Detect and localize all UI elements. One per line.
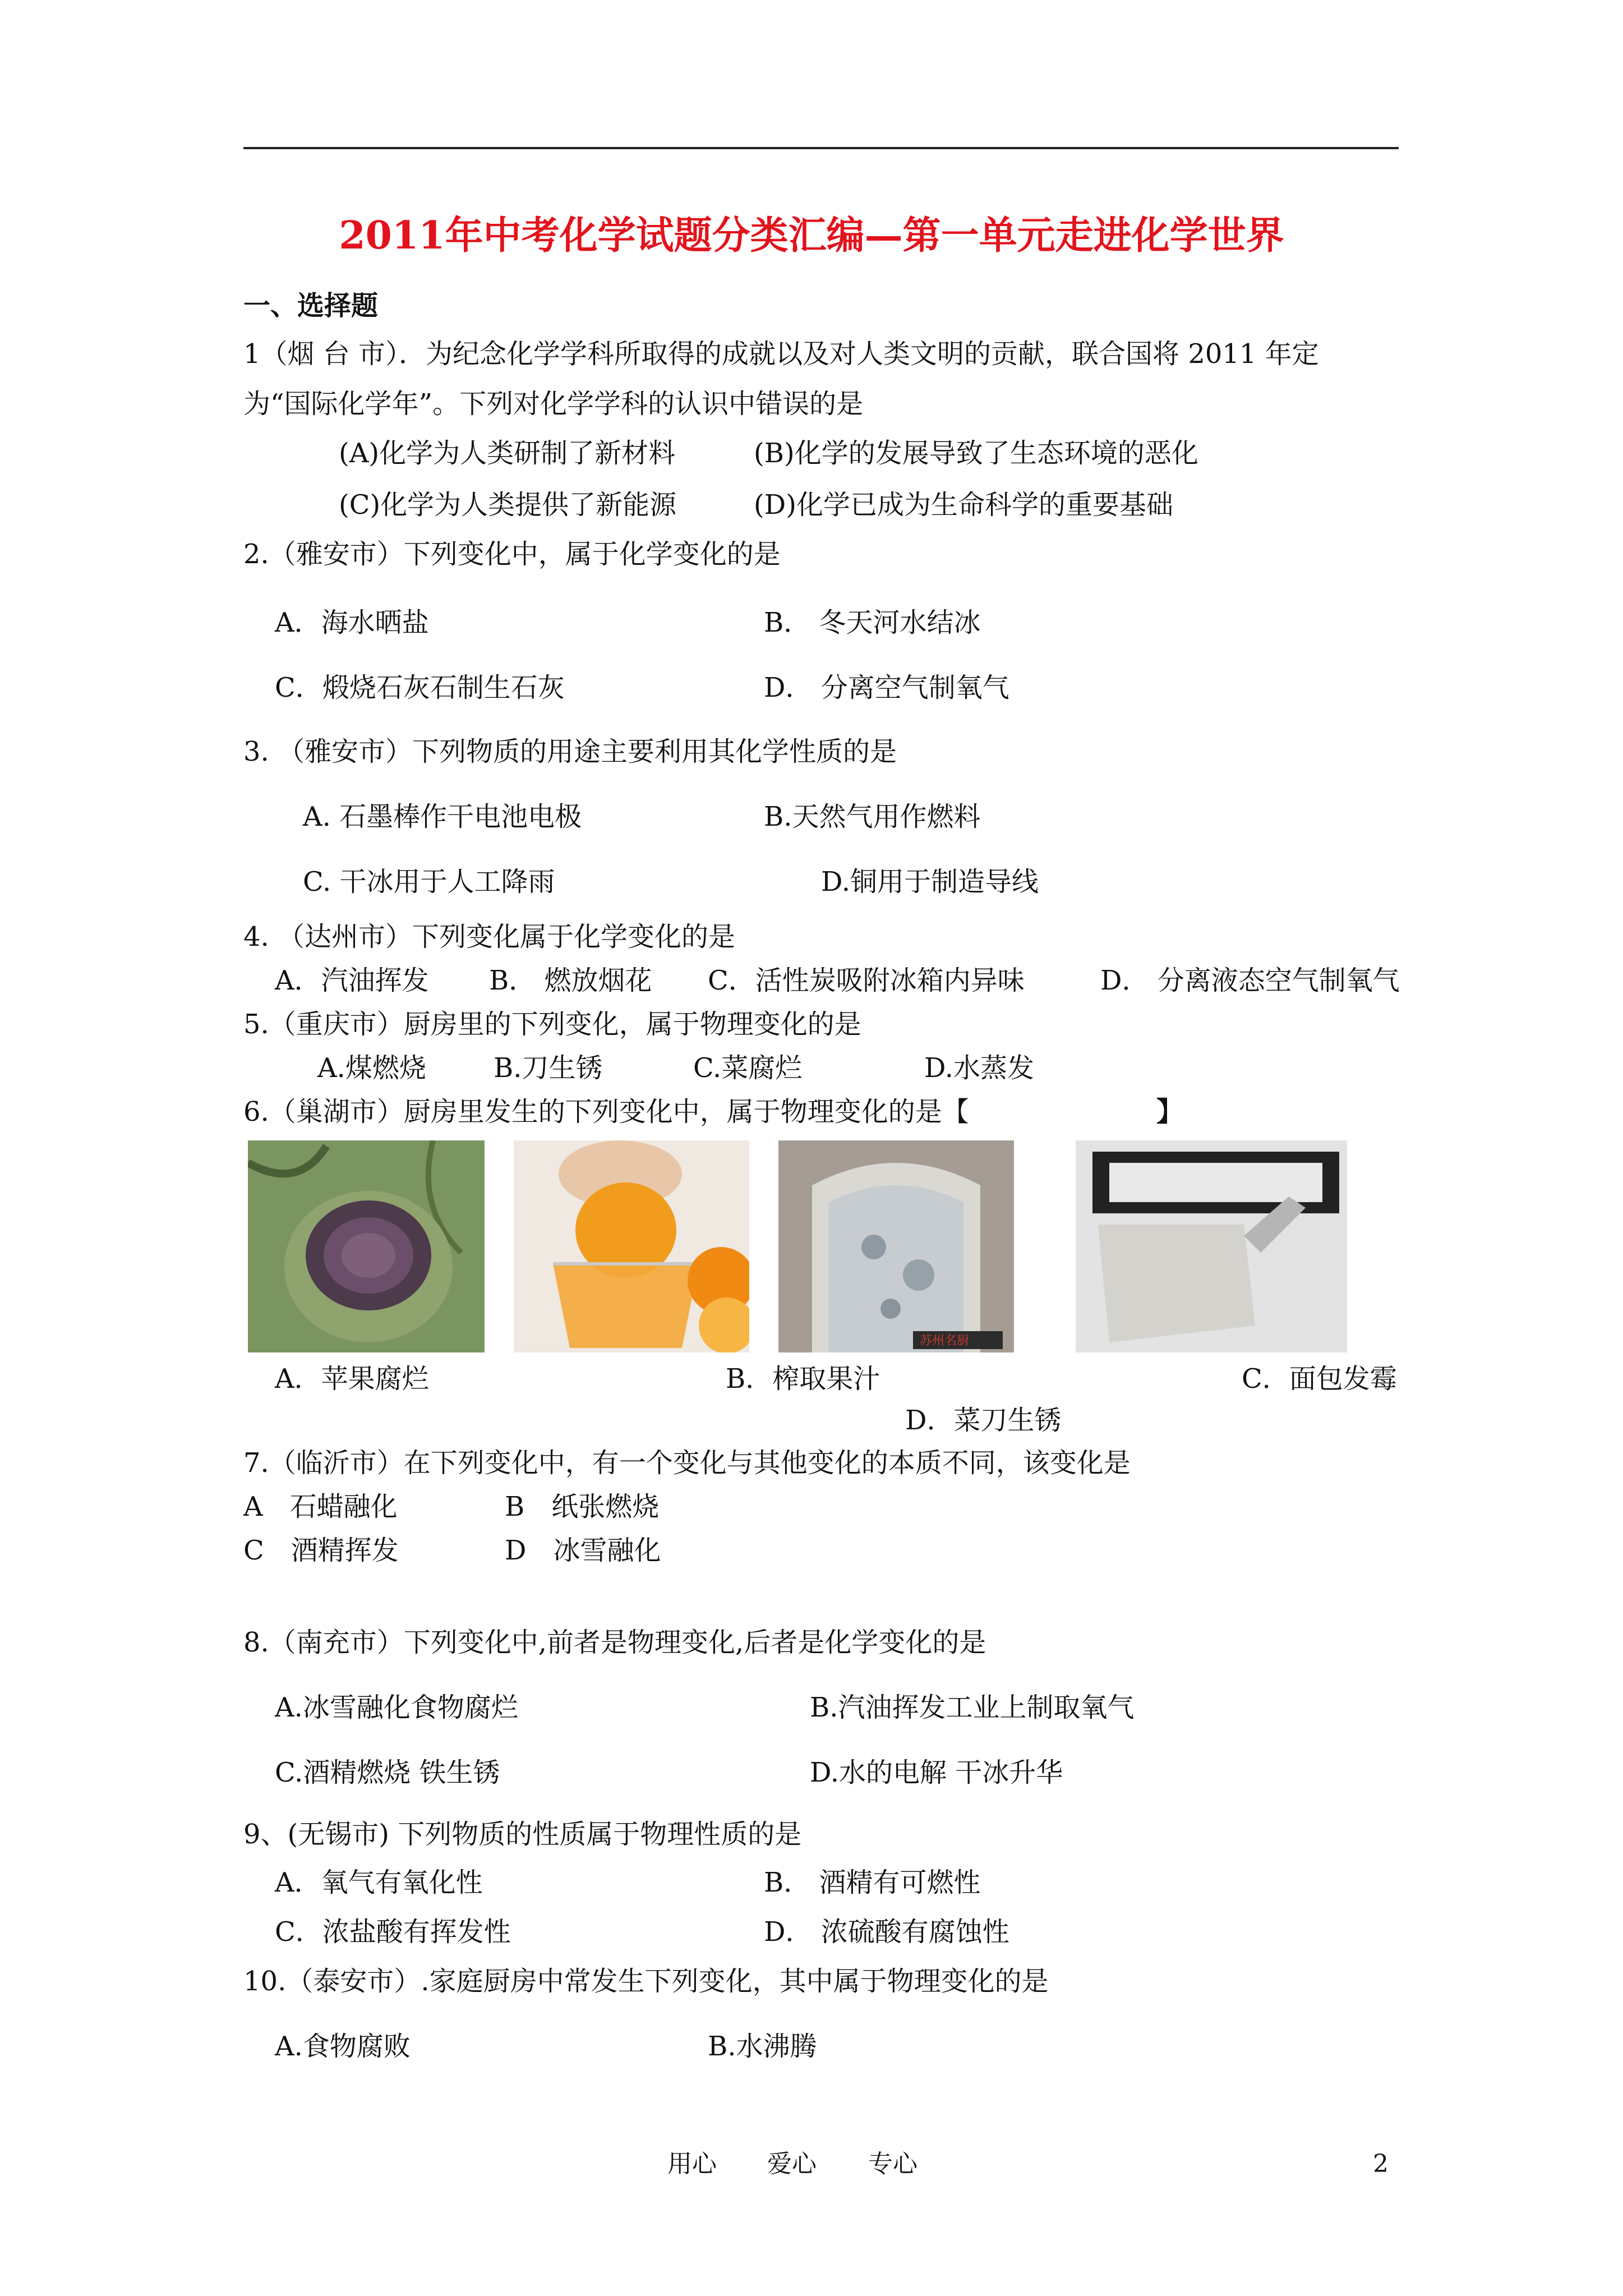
q3-option-c: C. 干冰用于人工降雨 bbox=[303, 866, 555, 898]
q3-option-d: D.铜用于制造导线 bbox=[821, 866, 1039, 898]
q1-line1: 1（烟 台 市）．为纪念化学学科所取得的成就以及对人类文明的贡献，联合国将 2011 年定 bbox=[243, 338, 1319, 370]
q7-option-a: A 石蜡融化 bbox=[243, 1491, 398, 1522]
q2-option-d: D． 分离空气制氧气 bbox=[764, 672, 1009, 703]
q2-option-c: C．煅烧石灰石制生石灰 bbox=[275, 672, 565, 703]
q5-stem: 5.（重庆市）厨房里的下列变化，属于物理变化的是 bbox=[243, 1009, 861, 1040]
header-rule bbox=[243, 147, 1399, 149]
rotten-apple-image bbox=[248, 1140, 485, 1352]
q6-option-c: C．面包发霉 bbox=[1242, 1363, 1397, 1395]
q2-stem: 2.（雅安市）下列变化中，属于化学变化的是 bbox=[243, 539, 781, 570]
moldy-bread-image bbox=[778, 1140, 1014, 1352]
q5-option-d: D.水蒸发 bbox=[924, 1052, 1035, 1084]
q7-option-c: C 酒精挥发 bbox=[243, 1535, 399, 1566]
q8-option-a: A.冰雪融化食物腐烂 bbox=[275, 1692, 518, 1723]
juicing-orange-image bbox=[514, 1140, 749, 1352]
q10-option-b: B.水沸腾 bbox=[708, 2031, 817, 2062]
q7-option-b: B 纸张燃烧 bbox=[505, 1491, 660, 1522]
q5-option-b: B.刀生锈 bbox=[494, 1052, 603, 1084]
q6-option-b: B．榨取果汁 bbox=[726, 1363, 880, 1395]
q10-option-a: A.食物腐败 bbox=[275, 2031, 411, 2062]
q2-option-b: B． 冬天河水结冰 bbox=[764, 607, 981, 638]
q2-option-a: A．海水晒盐 bbox=[275, 607, 429, 638]
q8-option-d: D.水的电解 干冰升华 bbox=[810, 1757, 1063, 1788]
q9-option-a: A．氧气有氧化性 bbox=[275, 1867, 483, 1898]
q4-stem: 4. （达州市）下列变化属于化学变化的是 bbox=[243, 921, 736, 953]
q10-stem: 10.（泰安市）.家庭厨房中常发生下列变化，其中属于物理变化的是 bbox=[243, 1966, 1049, 1997]
footer-motto-2: 爱心 bbox=[767, 2150, 817, 2178]
q9-option-c: C．浓盐酸有挥发性 bbox=[275, 1916, 511, 1948]
q3-stem: 3. （雅安市）下列物质的用途主要利用其化学性质的是 bbox=[243, 736, 897, 767]
q1-option-b: (B)化学的发展导致了生态环境的恶化 bbox=[754, 438, 1198, 469]
q6-option-d: D．菜刀生锈 bbox=[905, 1405, 1062, 1436]
q5-option-a: A.煤燃烧 bbox=[317, 1052, 426, 1084]
q4-option-b: B． 燃放烟花 bbox=[489, 965, 652, 996]
page-title: 2011年中考化学试题分类汇编—第一单元走进化学世界 bbox=[339, 213, 1284, 258]
page-number: 2 bbox=[1373, 2150, 1389, 2178]
q9-option-b: B． 酒精有可燃性 bbox=[764, 1867, 981, 1898]
q7-option-d: D 冰雪融化 bbox=[505, 1535, 661, 1566]
q9-stem: 9、(无锡市) 下列物质的性质属于物理性质的是 bbox=[243, 1819, 802, 1850]
q9-option-d: D． 浓硫酸有腐蚀性 bbox=[764, 1916, 1009, 1948]
q1-line2: 为“国际化学年”。下列对化学学科的认识中错误的是 bbox=[243, 388, 864, 420]
q6-bracket-close: 】 bbox=[1156, 1096, 1184, 1128]
q6-option-a: A．苹果腐烂 bbox=[275, 1363, 429, 1395]
q3-option-b: B.天然气用作燃料 bbox=[764, 801, 981, 832]
rusty-knife-image bbox=[1076, 1140, 1347, 1352]
footer-motto-1: 用心 bbox=[667, 2150, 717, 2178]
q8-option-c: C.酒精燃烧 铁生锈 bbox=[275, 1757, 500, 1788]
q4-option-d: D． 分离液态空气制氧气 bbox=[1100, 965, 1400, 996]
footer-motto-3: 专心 bbox=[868, 2150, 917, 2178]
q5-option-c: C.菜腐烂 bbox=[693, 1052, 803, 1084]
q1-option-a: (A)化学为人类研制了新材料 bbox=[339, 438, 676, 469]
q6-stem: 6.（巢湖市）厨房里发生的下列变化中，属于物理变化的是【 bbox=[243, 1096, 969, 1128]
q3-option-a: A. 石墨棒作干电池电极 bbox=[303, 801, 582, 832]
q7-stem: 7.（临沂市）在下列变化中，有一个变化与其他变化的本质不同，该变化是 bbox=[243, 1447, 1131, 1479]
section-heading: 一、选择题 bbox=[243, 290, 379, 321]
q4-option-a: A．汽油挥发 bbox=[275, 965, 429, 996]
q4-option-c: C．活性炭吸附冰箱内异味 bbox=[708, 965, 1025, 996]
q1-option-d: (D)化学已成为生命科学的重要基础 bbox=[754, 489, 1173, 521]
q1-option-c: (C)化学为人类提供了新能源 bbox=[339, 489, 677, 521]
q8-stem: 8.（南充市）下列变化中,前者是物理变化,后者是化学变化的是 bbox=[243, 1627, 986, 1658]
moldy-bread-caption: 苏州名厨 bbox=[920, 1334, 970, 1348]
q8-option-b: B.汽油挥发工业上制取氧气 bbox=[810, 1692, 1135, 1723]
